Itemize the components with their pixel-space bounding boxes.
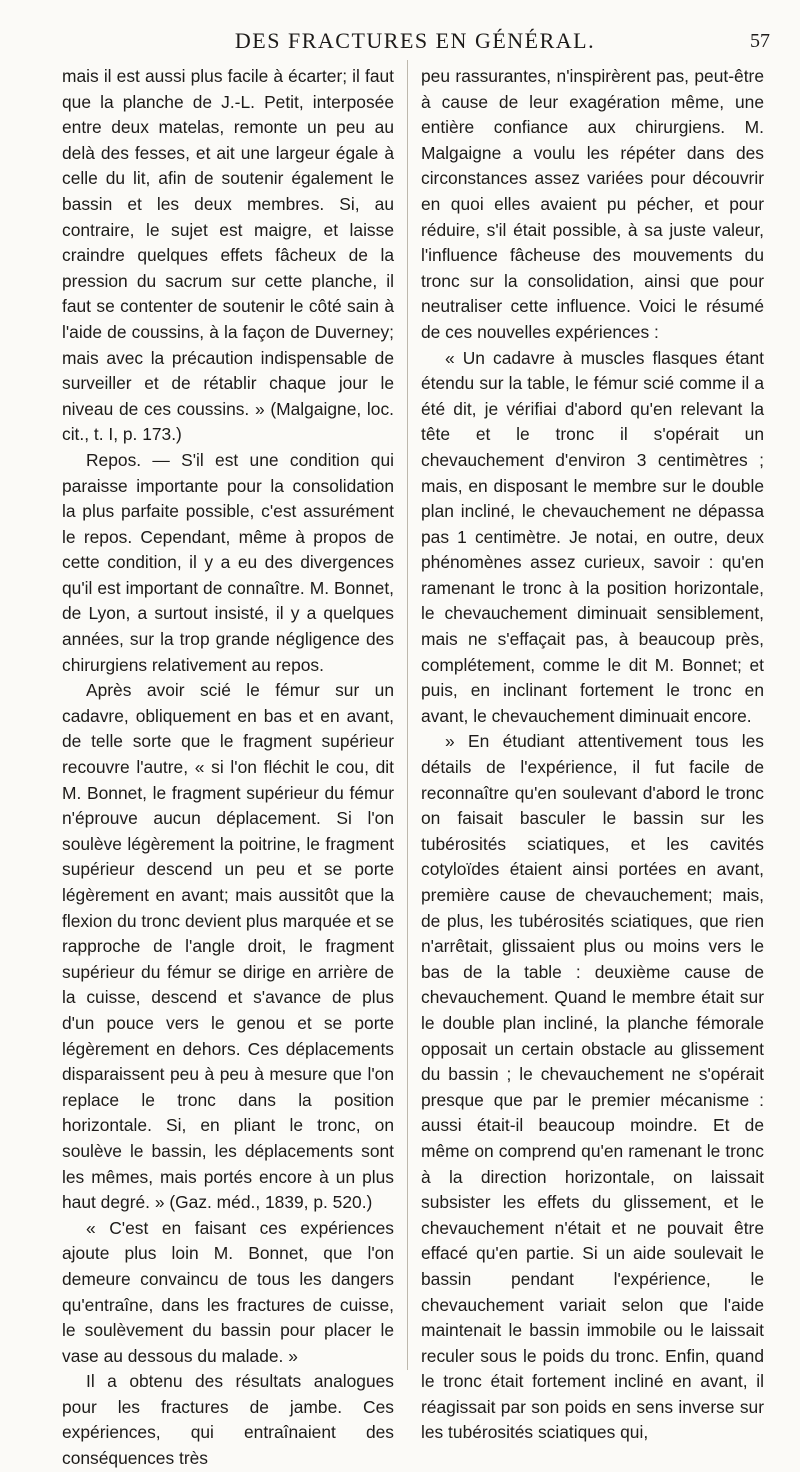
paragraph-repos: Repos. — S'il est une condition qui paraisse importante pour la consolidation la plus parfaite possible, c'est assurément le repos. Cependant, même à propos de cette condition, il y a eu des divergences qu'il est important de connaître. M. Bonnet, de Lyon, a surtout insisté, il y a quelques années, sur la trop grande négligence des chirurgiens relativement au repos.: [62, 449, 394, 675]
paragraph: Après avoir scié le fémur sur un cadavre, obliquement en bas et en avant, de telle sorte que le fragment supérieur recouvre l'autre, « si l'on fléchit le cou, dit M. Bonnet, le fragment supérieur du fémur n'éprouve aucun déplacement. Si l'on soulève légèrement la poitrine, le fragment supérieur descend un peu et se porte légèrement en avant; mais aussitôt que la flexion du tronc devient plus marquée et se rapproche de l'angle droit, le fragment supérieur du fémur se dirige en arrière de la cuisse, descend et s'avance de plus d'un pouce vers le genou et se porte légèrement en dehors. Ces déplacements disparaissent peu à peu à mesure que l'on replace le tronc dans la position horizontale. Si, en pliant le tronc, on soulève le bassin, les déplacements sont les mêmes, mais portés encore à un plus haut degré. » (Gaz. méd., 1839, p. 520.): [62, 680, 394, 1213]
paragraph: « C'est en faisant ces expériences ajoute plus loin M. Bonnet, que l'on demeure convaincu de tous les dangers qu'entraîne, dans les fractures de cuisse, le soulèvement du bassin pour placer le vase au dessous du malade. »: [62, 1217, 394, 1366]
paragraph: Il a obtenu des résultats analogues pour les fractures de jambe. Ces expériences, qui entraînaient des conséquences très: [62, 1371, 394, 1469]
running-header: [60, 28, 770, 58]
column-divider: [407, 60, 408, 1370]
left-column: [62, 64, 394, 1472]
right-column: [421, 64, 764, 1446]
page-number: 57: [750, 30, 770, 52]
paragraph: mais il est aussi plus facile à écarter; il faut que la planche de J.-L. Petit, interposée entre deux matelas, remonte un peu au delà des fesses, et ait une largeur égale à celle du lit, afin de soutenir également le bassin et les deux membres. Si, au contraire, le sujet est maigre, et laisse craindre quelques effets fâcheux de la pression du sacrum sur cette planche, il faut se contenter de soutenir le côté sain à l'aide de coussins, à la façon de Duverney; mais avec la précaution indispensable de surveiller et de rétablir chaque jour le niveau de ces coussins. » (Malgaigne, loc. cit., t. I, p. 173.): [62, 66, 394, 445]
paragraph: peu rassurantes, n'inspirèrent pas, peut-être à cause de leur exagération même, une entière confiance aux chirurgiens. M. Malgaigne a voulu les répéter dans des circonstances assez variées pour découvrir en quoi elles avaient pu pécher, et pour réduire, s'il était possible, à sa juste valeur, l'influence fâcheuse des mouvements du tronc sur la consolidation, ainsi que pour neutraliser cette influence. Voici le résumé de ces nouvelles expériences :: [421, 66, 764, 342]
paragraph: » En étudiant attentivement tous les détails de l'expérience, il fut facile de reconnaître qu'en soulevant d'abord le tronc on faisait basculer le bassin sur les tubérosités sciatiques, et les cavités cotyloïdes étaient ainsi portées en avant, première cause de chevauchement; mais, de plus, les tubérosités sciatiques, que rien n'arrêtait, glissaient plus ou moins vers le bas de la table : deuxième cause de chevauchement. Quand le membre était sur le double plan incliné, la planche fémorale opposait un certain obstacle au glissement du bassin ; le chevauchement ne s'opérait presque que par le premier mécanisme : aussi était-il beaucoup moindre. Et de même on comprend qu'en ramenant le tronc à la direction horizontale, on laissait subsister les effets du glissement, et le chevauchement n'était et ne pouvait être effacé qu'en partie. Si un aide soulevait le bassin pendant l'expérience, le chevauchement variait selon que l'aide maintenait le bassin immobile ou le laissait reculer sous le poids du tronc. Enfin, quand le tronc était fortement incliné en avant, il réagissait par son poids en sens inverse sur les tubérosités sciatiques qui,: [421, 731, 764, 1443]
paragraph: « Un cadavre à muscles flasques étant étendu sur la table, le fémur scié comme il a été dit, je vérifiai d'abord qu'en relevant la tête et le tronc il s'opérait un chevauchement d'environ 3 centimètres ; mais, en disposant le membre sur le double plan incliné, le chevauchement ne dépassa pas 1 centimètre. Je notai, en outre, deux phénomènes assez curieux, savoir : qu'en ramenant le tronc à la position horizontale, le chevauchement diminuait sensiblement, mais ne s'effaçait pas, à beaucoup près, complétement, comme le dit M. Bonnet; et puis, en inclinant fortement le tronc en avant, le chevauchement diminuait encore.: [421, 347, 764, 726]
running-title: DES FRACTURES EN GÉNÉRAL.: [234, 28, 596, 53]
